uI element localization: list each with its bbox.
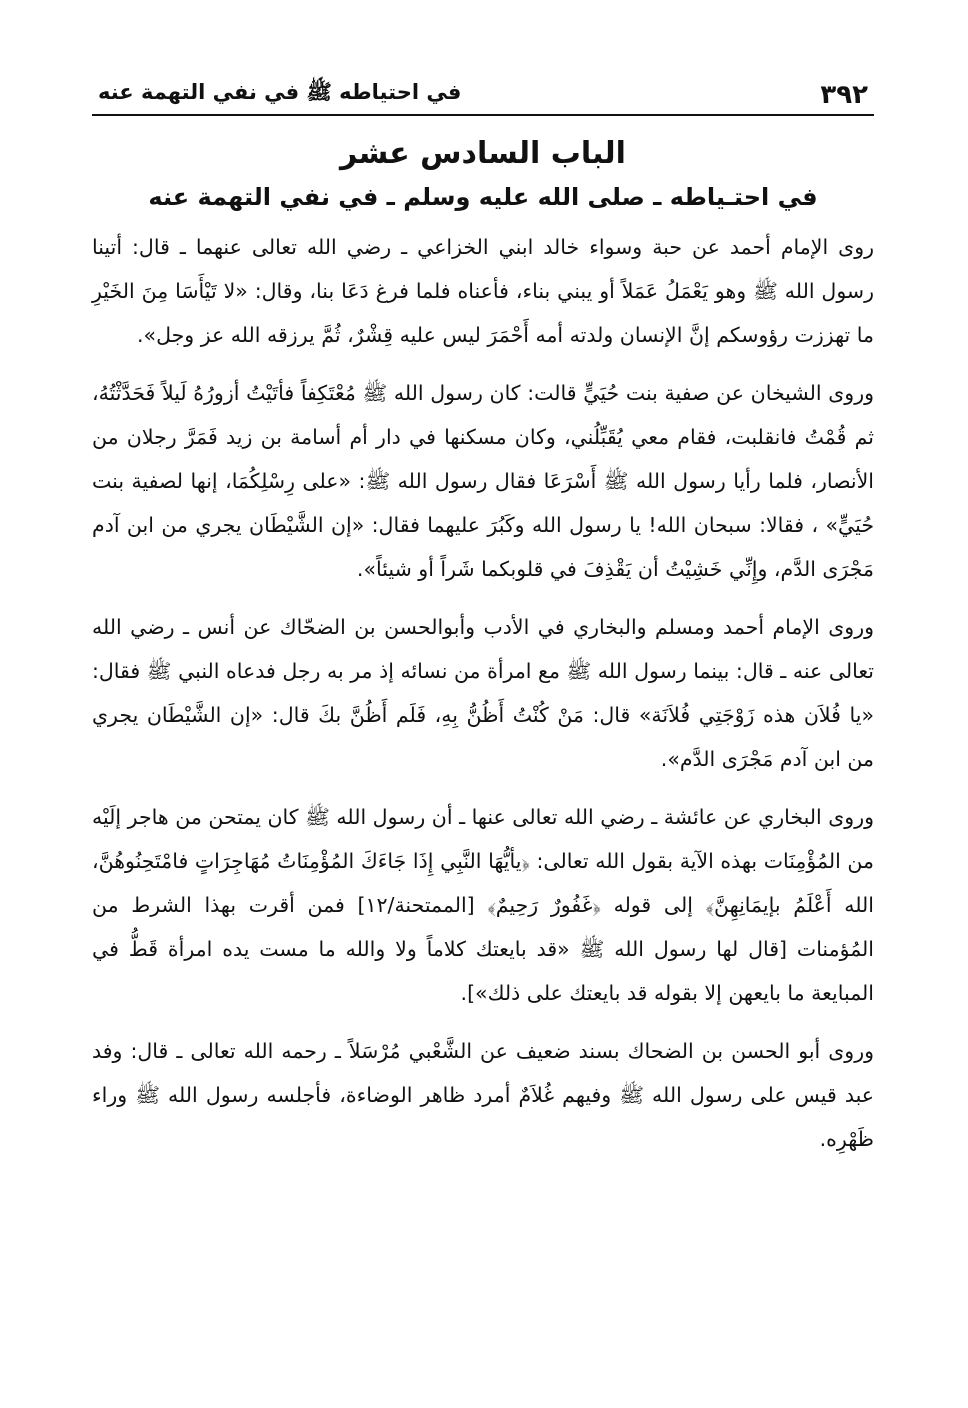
- page-number: ٣٩٢: [820, 80, 868, 110]
- paragraph-1: روى الإمام أحمد عن حبة وسواء خالد ابني الخزاعي ـ رضي الله تعالى عنهما ـ قال: أتينا رسول الله ﷺ وهو يَعْمَلُ عَمَلاً أو يبني بناء، فأعناه فلما فرغ دَعَا بنا، وقال: «لا تَيْأَسَا مِنَ الخَيْرِ ما تهززت رؤوسكم إنَّ الإنسان ولدته أمه أَحْمَرَ ليس عليه قِشْرٌ، ثُمَّ يرزقه الله عز وجل».: [92, 234, 874, 347]
- running-title: في احتياطه ﷺ في نفي التهمة عنه: [98, 80, 462, 104]
- paragraph-3: وروى الإمام أحمد ومسلم والبخاري في الأدب وأبوالحسن بن الضحّاك عن أنس ـ رضي الله تعالى عنه ـ قال: بينما رسول الله ﷺ مع امرأة من نسائه إذ مر به رجل فدعاه النبي ﷺ فقال: «يا فُلاَن هذه زَوْجَتِي فُلاَنَة» قال: مَنْ كُنْتُ أَظُنُّ بِهِ، فَلَم أَظُنَّ بكَ قال: «إن الشَّيْطَان يجري من ابن آدم مَجْرَى الدَّم».: [92, 614, 874, 771]
- paragraph-4: وروى البخاري عن عائشة ـ رضي الله تعالى عنها ـ أن رسول الله ﷺ كان يمتحن من هاجر إلَيْه من المُؤْمِنَات بهذه الآية بقول الله تعالى: ﴿يأيُّهَا النَّبِي إِذَا جَاءَكَ المُؤْمِنَاتُ مُهَاجِرَاتٍ فامْتَحِنُوهُنَّ، الله أَعْلَمُ بإيمَانِهِنَّ﴾ إلى قوله ﴿غَفُورٌ رَحِيمٌ﴾ [الممتحنة/١٢] فمن أقرت بهذا الشرط من المُؤمنات [قال لها رسول الله ﷺ «قد بايعتك كلاماً ولا والله ما مست يده امرأة قَطُّ في المبايعة ما بايعهن إلا بقوله قد بايعتك على ذلك»].: [92, 804, 874, 1005]
- chapter-title: الباب السادس عشر: [340, 136, 626, 171]
- running-header: [92, 70, 874, 116]
- paragraph-5: وروى أبو الحسن بن الضحاك بسند ضعيف عن الشَّعْبي مُرْسَلاً ـ رحمه الله تعالى ـ قال: وفد عبد قيس على رسول الله ﷺ وفيهم غُلاَمٌ أمرد ظاهر الوضاءة، فأجلسه رسول الله ﷺ وراء ظَهْرِه.: [92, 1038, 874, 1151]
- book-page: [92, 70, 874, 1175]
- body-text: [92, 225, 874, 1161]
- chapter-subtitle: في احتـياطه ـ صلى الله عليه وسلم ـ في نفي التهمة عنه: [148, 183, 818, 211]
- paragraph-2: وروى الشيخان عن صفية بنت حُيَيٍّ قالت: كان رسول الله ﷺ مُعْتَكِفاً فأتَيْتُ أزورُهُ لَيلاً فَحَدَّثْتُهُ، ثم قُمْتُ فانقلبت، فقام معي يُقَبِّلُني، وكان مسكنها في دار أم أسامة بن زيد فَمَرَّ رجلان من الأنصار، فلما رأيا رسول الله ﷺ أَسْرَعَا فقال رسول الله ﷺ: «على رِسْلِكُمَا، إنها لصفية بنت حُيَيٍّ» ، فقالا: سبحان الله! يا رسول الله وكَبُرَ عليهما فقال: «إن الشَّيْطَان يجري من ابن آدم مَجْرَى الدَّم، وإِنِّي خَشِيْتُ أن يَقْذِفَ في قلوبكما شَراً أو شيئاً».: [92, 380, 874, 581]
